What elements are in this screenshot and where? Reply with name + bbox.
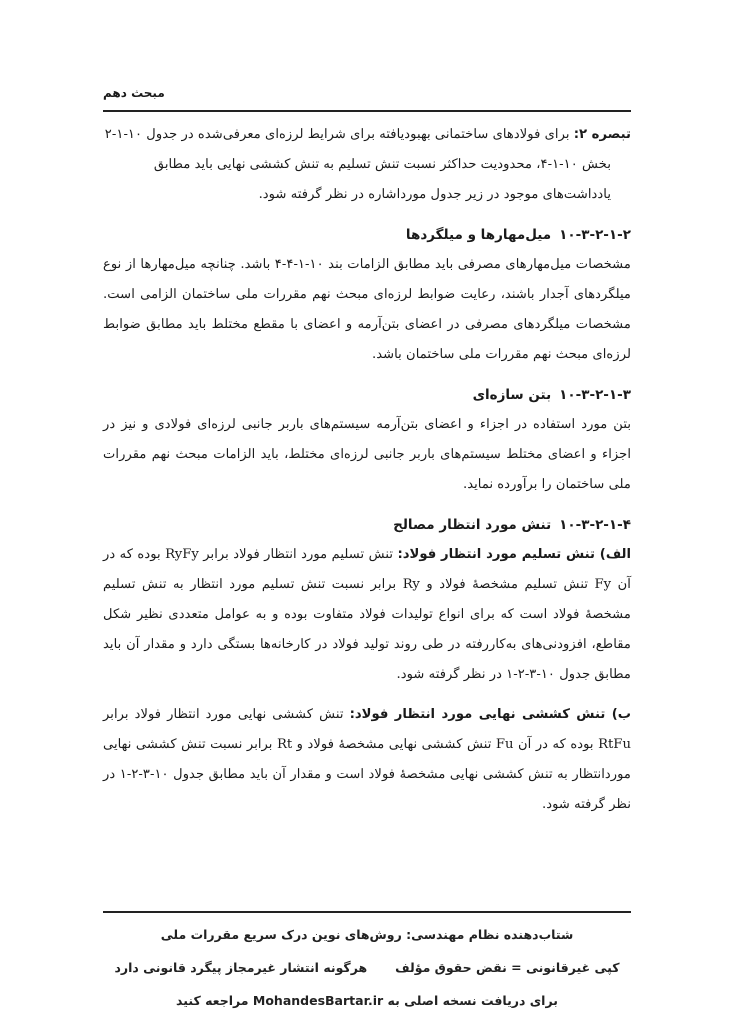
symbol-RyFy: RyFy	[165, 547, 199, 562]
section-body: مشخصات میل‌مهارهای مصرفی باید مطابق الزامات بند ۱۰-۱-۴-۴ باشد. چنانچه میل‌مهارها از نوع میلگردهای آجدار باشند، رعایت ضوابط لرزه‌ای مبحث نهم مقررات ملی ساختمان الزامی است. مشخصات میلگردهای مصرفی در اعضای بتن‌آرمه و اعضای با مقطع مختلط باید مطابق ضوابط لرزه‌ای مبحث نهم مقررات ملی ساختمان باشد.	[103, 257, 631, 362]
text: برابر نسبت تنش تسلیم مورد انتظار به تنش تسلیم مشخصهٔ فولاد است که برای انواع تولیدات فولاد متفاوت بوده و به عوامل متعددی نظیر شکل مقاطع، افزودنی‌های به‌کاررفته در طی روند تولید فولاد در کارخانه‌ها بستگی دارد و مقدار آن باید مطابق جدول ۱۰-۳-۲-۱ در نظر گرفته شود.	[103, 577, 631, 682]
text: مراجعه کنید	[176, 993, 249, 1008]
section-heading	[103, 510, 631, 540]
text: تنش تسلیم مشخصهٔ فولاد و	[426, 577, 589, 592]
copyright-warning: کپی غیرقانونی = نقض حقوق مؤلف	[395, 960, 620, 975]
symbol-Rt: Rt	[276, 737, 293, 752]
text: تنش کششی نهایی مشخصهٔ فولاد و	[296, 737, 492, 752]
section-number: ۱۰-۳-۲-۱-۲	[559, 227, 631, 243]
section-anchors	[103, 220, 631, 370]
text: تنش تسلیم مورد انتظار فولاد برابر	[203, 547, 394, 562]
text: بوده که در آن	[518, 737, 594, 752]
symbol-Ry: Ry	[402, 577, 420, 592]
paragraph-label: الف) تنش تسلیم مورد انتظار فولاد:	[397, 547, 631, 562]
note-2	[103, 120, 631, 210]
section-title: بتن سازه‌ای	[472, 387, 552, 403]
text: برابر نسبت تنش کششی نهایی موردانتظار به تنش کششی نهایی مشخصهٔ فولاد است و مقدار آن باید مطابق جدول ۱۰-۳-۲-۱ در نظر گرفته شود.	[103, 737, 631, 812]
section-title: میل‌مهارها و میلگردها	[405, 227, 552, 243]
section-title: تنش مورد انتظار مصالح	[393, 517, 552, 533]
text: تنش کششی نهایی مورد انتظار فولاد برابر	[103, 707, 344, 722]
footer-line-3	[103, 984, 631, 1017]
footer-rule	[103, 911, 631, 913]
text: بوده که در آن	[103, 547, 631, 592]
symbol-Fu: Fu	[495, 737, 514, 752]
section-concrete	[103, 380, 631, 500]
footer-line-2	[103, 951, 631, 984]
running-header: مبحث دهم	[103, 86, 165, 100]
page-body	[103, 120, 631, 830]
note-2-line-3: یادداشت‌های موجود در زیر جدول مورداشاره در نظر گرفته شود.	[258, 187, 611, 202]
website-link[interactable]: MohandesBartar.ir	[252, 993, 384, 1008]
header-rule	[103, 110, 631, 112]
symbol-RtFu: RtFu	[598, 737, 631, 752]
section-expected-stress	[103, 510, 631, 820]
note-2-text-1: برای فولادهای ساختمانی بهبودیافته برای شرایط لرزه‌ای معرفی‌شده در جدول ۱۰-۱-۲	[104, 127, 570, 142]
section-body: بتن مورد استفاده در اجزاء و اعضای بتن‌آرمه سیستم‌های باربر جانبی لرزه‌ای فولادی و نیز در اجزاء و اعضای مختلط سیستم‌های باربر جانبی لرزه‌ای مختلط، باید الزامات مبحث نهم مقررات ملی ساختمان را برآورده نماید.	[103, 417, 631, 492]
footer-notice	[103, 918, 631, 1017]
note-2-line-2: بخش ۱۰-۱-۴، محدودیت حداکثر نسبت تنش تسلیم به تنش کششی نهایی باید مطابق	[153, 157, 611, 172]
distribution-warning: هرگونه انتشار غیرمجاز پیگرد قانونی دارد	[114, 960, 368, 975]
section-heading	[103, 380, 631, 410]
paragraph-yield-stress	[103, 540, 631, 690]
section-heading	[103, 220, 631, 250]
footer-line-1: شتاب‌دهنده نظام مهندسی: روش‌های نوین درک سریع مقررات ملی	[160, 927, 574, 942]
paragraph-label: ب) تنش کششی نهایی مورد انتظار فولاد:	[349, 707, 631, 722]
text: برای دریافت نسخه اصلی به	[387, 993, 558, 1008]
note-2-line-1	[103, 120, 631, 150]
note-2-label: تبصره ۲:	[573, 127, 631, 142]
paragraph-tensile-stress	[103, 700, 631, 820]
symbol-Fy: Fy	[594, 577, 612, 592]
section-number: ۱۰-۳-۲-۱-۴	[559, 517, 631, 533]
section-number: ۱۰-۳-۲-۱-۳	[559, 387, 631, 403]
